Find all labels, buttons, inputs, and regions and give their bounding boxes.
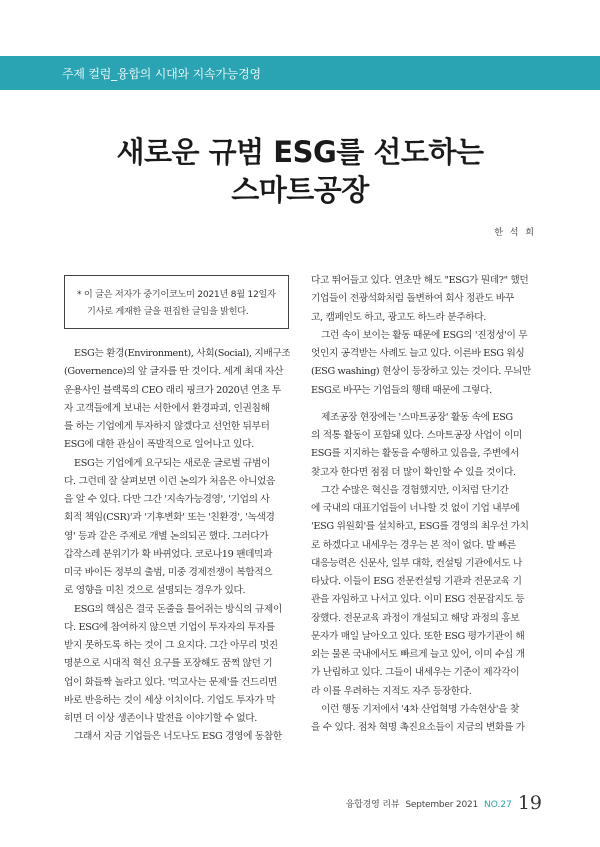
body-text-line: 대응능력은 신문사, 일부 대학, 컨설팅 기관에서도 나 <box>311 557 523 569</box>
body-text-line: 자 고객들에게 보내는 서한에서 환경파괴, 인권침해 <box>64 402 270 414</box>
section-label: 주제 컬럼_융합의 시대와 지속가능경영 <box>62 67 261 81</box>
body-text-line: (Governence)의 앞 글자를 딴 것이다. 세계 최대 자산 <box>64 366 284 378</box>
magazine-name: 융합경영 리뷰 <box>345 800 400 810</box>
body-text-line: ESG는 기업에게 요구되는 새로운 글로벌 규범이 <box>74 457 271 469</box>
body-text-line: ESG는 환경(Environment), 사회(Social), 지배구조 <box>74 348 290 359</box>
body-text-line: 엇인지 공격받는 사례도 늘고 있다. 이른바 ESG 워싱 <box>311 348 525 359</box>
body-text-line: 운용사인 블랙록의 CEO 래리 핑크가 2020년 연초 투 <box>64 384 281 396</box>
body-text-line: 갑작스레 분위기가 확 바뀌었다. 코로나19 팬데믹과 <box>64 548 273 560</box>
body-text-line: 그런 속이 보이는 활동 때문에 ESG의 '진정성'이 무 <box>321 329 528 341</box>
body-text-line: ESG의 핵심은 결국 돈줄을 틀어쥐는 방식의 규제이 <box>74 603 282 615</box>
body-text-line: 받지 못하도록 하는 것이 그 요지다. 그간 아무리 멋진 <box>64 640 278 651</box>
body-text-line: 업이 화들짝 놀라고 있다. '먹고사는 문제'를 건드리면 <box>64 676 277 688</box>
body-text-line: 타났다. 이들이 ESG 전문컨설팅 기관과 전문교육 기 <box>311 576 522 587</box>
body-text-line: 'ESG 위원회'를 설치하고, ESG를 경영의 최우선 가치 <box>311 521 529 533</box>
body-text-line: 이런 행동 기저에서 '4차 산업혁명 가속현상'을 찾 <box>321 703 519 715</box>
body-text-line: 기업들이 전광석화처럼 돌변하여 회사 정관도 바꾸 <box>311 293 514 305</box>
body-text-line: 의 적통 활동이 포함돼 있다. 스마트공장 사업이 이미 <box>311 430 523 441</box>
body-text-line: 다. 그런데 잘 살펴보면 이런 논의가 처음은 아니었음 <box>64 475 276 487</box>
body-text-line: 가 난립하고 있다. 그들이 내세우는 기준이 제각각이 <box>311 667 520 679</box>
page-number: 19 <box>517 792 542 814</box>
body-column-right <box>311 272 542 737</box>
body-text-line: 을 수 있다. 점차 혁명 촉진요소들이 지금의 변화를 가 <box>311 722 525 733</box>
article-title-line1: 새로운 규범 ESG를 선도하는 <box>116 135 484 169</box>
body-text-line: 로 영향을 미친 것으로 설명되는 경우가 있다. <box>64 585 246 597</box>
body-text-line: 에 국내의 대표기업들이 너나할 것 없이 기업 내부에 <box>311 503 520 514</box>
body-text-line: 장했다. 전문교육 과정이 개설되고 해당 과정의 홍보 <box>311 612 520 624</box>
body-text-line: 다. ESG에 참여하지 않으면 기업이 투자자의 투자를 <box>64 621 275 633</box>
editorial-note-box <box>64 275 289 329</box>
body-text-line: 다고 뛰어들고 있다. 연초만 해도 "ESG가 뭔데?" 했던 <box>311 275 529 286</box>
issue-number: NO.27 <box>484 800 512 810</box>
body-text-line: 미국 바이든 정부의 출범, 미중 경제전쟁이 복합적으 <box>64 567 273 578</box>
body-text-line: 로 하겠다고 내세우는 경우는 본 적이 없다. 발 빠른 <box>311 539 516 551</box>
author-name: 한 석 희 <box>494 228 536 238</box>
body-text-line: ESG에 대한 관심이 폭발적으로 일어나고 있다. <box>64 439 254 451</box>
body-text-line: 외는 물론 국내에서도 빠르게 늘고 있어, 이미 수십 개 <box>311 649 525 660</box>
body-text-line: 문자가 매일 날아오고 있다. 또한 ESG 평가기관이 해 <box>311 630 525 642</box>
article-title-line2: 스마트공장 <box>231 173 369 207</box>
body-text-line: ESG로 바꾸는 기업들의 행태 때문에 그렇다. <box>311 384 492 396</box>
page-footer <box>346 790 542 814</box>
body-column-left <box>64 345 290 747</box>
body-text-line: 명분으로 시대적 혁신 요구를 포장해도 꿈쩍 않던 기 <box>64 658 273 670</box>
body-text-line: ESG를 지지하는 활동을 수행하고 있음을, 주변에서 <box>311 448 519 460</box>
body-text-line: 그간 수많은 혁신을 경험했지만, 이처럼 단기간 <box>321 484 509 496</box>
body-text-line: 라 이를 우려하는 지적도 자주 등장한다. <box>311 685 472 697</box>
body-text-line: 그래서 지금 기업들은 너도나도 ESG 경영에 동참한 <box>74 731 282 743</box>
body-text-line: 회적 책임(CSR)'과 '기후변화' 또는 '친환경', '녹색경 <box>64 512 275 524</box>
body-text-line: 를 하는 기업에게 투자하지 않겠다고 선언한 뒤부터 <box>64 421 270 432</box>
body-text-line: 히면 더 이상 생존이나 발전을 이야기할 수 없다. <box>64 713 257 724</box>
body-text-line: (ESG washing) 현상이 등장하고 있는 것이다. 무늬만 <box>311 366 531 378</box>
paragraph-gap <box>311 400 542 409</box>
section-header-bar <box>0 56 600 90</box>
body-text-line: 관을 자임하고 나서고 있다. 이미 ESG 전문잡지도 등 <box>311 594 525 606</box>
body-text-line: 찾고자 한다면 점점 더 많이 확인할 수 있을 것이다. <box>311 466 516 478</box>
issue-date: September 2021 <box>405 800 479 810</box>
body-text-line: 영' 등과 같은 주제로 개별 논의되곤 했다. 그러다가 <box>64 530 269 542</box>
editorial-note-line1: * 이 글은 저자가 중기이코노미 2021년 8월 12일자 <box>77 289 276 300</box>
editorial-note-line2: 기사로 게재한 글을 편집한 글임을 밝힌다. <box>87 306 249 317</box>
body-text-line: 을 알 수 있다. 다만 그간 '지속가능경영', '기업의 사 <box>64 494 270 505</box>
body-text-line: 바로 반응하는 것이 세상 이치이다. 기업도 투자가 막 <box>64 694 276 706</box>
body-text-line: 제조공장 현장에는 '스마트공장' 활동 속에 ESG <box>321 411 513 423</box>
body-text-line: 고, 캠페인도 하고, 광고도 하느라 분주하다. <box>311 311 486 323</box>
